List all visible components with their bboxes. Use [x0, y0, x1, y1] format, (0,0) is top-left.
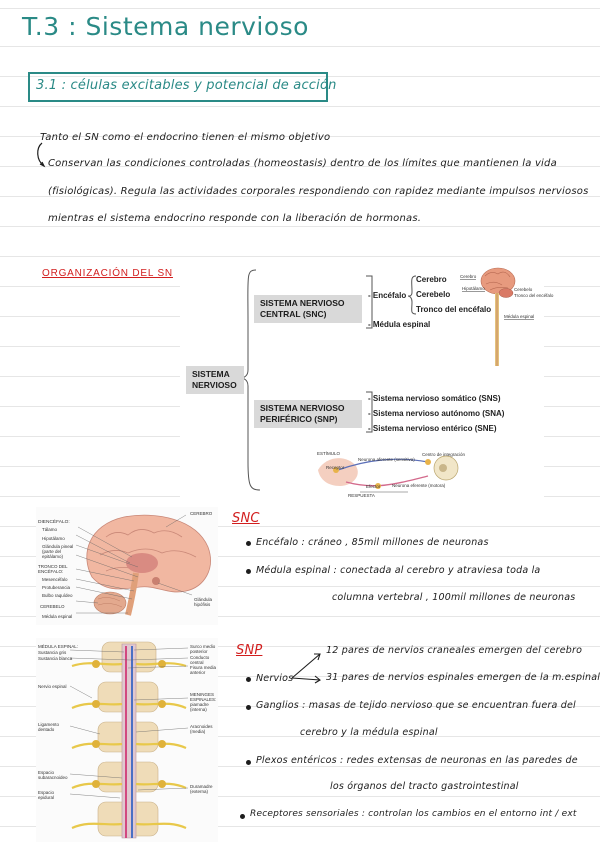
label-medula: Médula espinal: [42, 614, 73, 619]
snp-bullet-plexos: [246, 760, 251, 765]
label-espacio-epidural: Espacio epidural: [38, 790, 55, 800]
label-medula-espinal: MÉDULA ESPINAL:: [38, 644, 79, 649]
small-eferente: Neurona eferente (motora): [392, 483, 446, 488]
label-espacio-subaracnoideo: Espacio subaracnoideo: [38, 770, 68, 780]
snc-item-2a: Médula espinal : conectada al cerebro y atraviesa toda la: [256, 565, 541, 576]
snc-heading: SNC: [232, 511, 260, 526]
autonomo-label: - Sistema nervioso autónomo (SNA): [368, 409, 505, 418]
small-respuesta: RESPUESTA: [348, 493, 375, 498]
snp-heading: SNP: [236, 643, 263, 658]
label-glandula-pineal: Glándula pineal (parte del epitálamo): [42, 544, 74, 559]
snp-bullet-ganglios: [246, 705, 251, 710]
spinal-cord-figure: [36, 638, 218, 842]
label-duramadre: Duramadre (externa): [190, 784, 213, 794]
small-estimulo: ESTÍMULO: [317, 451, 341, 456]
label-ligamento: Ligamento dentado: [38, 722, 60, 732]
cerebro-label: Cerebro: [416, 275, 447, 284]
organization-heading: ORGANIZACIÓN DEL SN: [42, 268, 173, 279]
snc-item-2b: columna vertebral , 100mil millones de neuronas: [332, 592, 576, 603]
small-centro: Centro de integración: [422, 452, 466, 457]
label-talamo: Tálamo: [42, 527, 58, 532]
label-conducto-central: Conducto central: [190, 655, 210, 665]
snp-ganglios-a: Ganglios : masas de tejido nervioso que se encuentran fuera del: [256, 700, 576, 711]
label-mesencefalo: Mesencéfalo: [42, 577, 68, 582]
root-label: SISTEMA NERVIOSO: [186, 366, 244, 394]
small-medula: Médula espinal: [504, 314, 535, 319]
encefalo-label: - Encéfalo: [368, 291, 407, 300]
intro-arrow-icon: [34, 142, 48, 172]
snc-label: SISTEMA NERVIOSO CENTRAL (SNC): [254, 295, 362, 323]
medula-label: - Médula espinal: [368, 320, 431, 329]
label-bulbo: Bulbo raquídeo: [42, 593, 73, 598]
enterico-label: - Sistema nervioso entérico (SNE): [368, 424, 497, 433]
label-protuberancia: Protuberancia: [42, 585, 71, 590]
small-hipotalamo: Hipotálamo: [462, 286, 485, 291]
small-aferente: Neurona aferente (sensitiva): [358, 457, 415, 462]
snp-nervios: Nervios: [256, 673, 294, 684]
organization-diagram: [180, 262, 554, 500]
snp-bullet-receptores: [240, 814, 245, 819]
small-tronco: Tronco del encéfalo: [514, 293, 554, 298]
intro-line-1: Tanto el SN como el endocrino tienen el mismo objetivo: [40, 132, 331, 143]
label-sustancia-blanca: Sustancia blanca: [38, 656, 73, 661]
snp-receptores: Receptores sensoriales : controlan los cambios en el entorno int / ext: [250, 809, 577, 819]
small-cerebro: Cerebro: [460, 274, 477, 279]
tronco-label: Tronco del encéfalo: [416, 305, 492, 314]
page-title: T.3 : Sistema nervioso: [22, 12, 309, 41]
snc-item-1: Encéfalo : cráneo , 85mil millones de neuronas: [256, 537, 489, 548]
small-receptor: Receptor: [326, 465, 345, 470]
small-efector: Efector: [366, 484, 381, 489]
label-diencefalo: DIENCÉFALO:: [38, 520, 70, 525]
cerebelo-label: Cerebelo: [416, 290, 451, 299]
label-meninges: MENINGES ESPINALES: piamadre (interna): [190, 692, 217, 712]
snp-ganglios-b: cerebro y la médula espinal: [300, 727, 438, 738]
cns-illustration: [476, 264, 538, 376]
somatico-label: - Sistema nervioso somático (SNS): [368, 394, 501, 403]
snp-craneales: 12 pares de nervios craneales emergen del cerebro: [326, 645, 583, 656]
snp-plexos-b: los órganos del tracto gastrointestinal: [330, 781, 519, 792]
snp-bullet-nervios: [246, 677, 251, 682]
intro-line-3: (fisiológicas). Regula las actividades corporales respondiendo con rapidez mediante impulsos nerviosos: [48, 186, 589, 197]
small-cerebelo: Cerebelo: [514, 287, 533, 292]
label-surco-posterior: Surco medio posterior: [190, 644, 216, 654]
snp-plexos-a: Plexos entéricos : redes extensas de neuronas en las paredes de: [256, 755, 578, 766]
snp-label: SISTEMA NERVIOSO PERIFÉRICO (SNP): [254, 400, 362, 428]
label-tronco: TRONCO DEL ENCÉFALO:: [38, 564, 68, 574]
section-title: 3.1 : células excitables y potencial de acción: [36, 78, 337, 93]
intro-line-4: mientras el sistema endocrino responde con la liberación de hormonas.: [48, 213, 422, 224]
label-cerebelo: CEREBELO: [40, 604, 65, 609]
snc-bullet-2: [246, 569, 251, 574]
label-nervio-espinal: Nervio espinal: [38, 684, 67, 689]
intro-line-2: Conservan las condiciones controladas (homeostasis) dentro de los límites que mantienen la vida: [48, 158, 557, 169]
label-hipofisis: Glándula hipófisis: [194, 597, 213, 607]
label-aracnoides: Aracnoides (media): [190, 724, 213, 734]
nervios-arrows-icon: [290, 648, 324, 688]
brain-figure: [36, 507, 218, 625]
snc-bullet-1: [246, 541, 251, 546]
label-sustancia-gris: Sustancia gris: [38, 650, 67, 655]
snp-espinales: 31 pares de nervios espinales emergen de la m.espinal: [326, 672, 600, 683]
label-fisura-anterior: Fisura media anterior: [190, 665, 217, 675]
label-cerebro: CEREBRO: [190, 511, 213, 516]
label-hipotalamo: Hipotálamo: [42, 536, 65, 541]
